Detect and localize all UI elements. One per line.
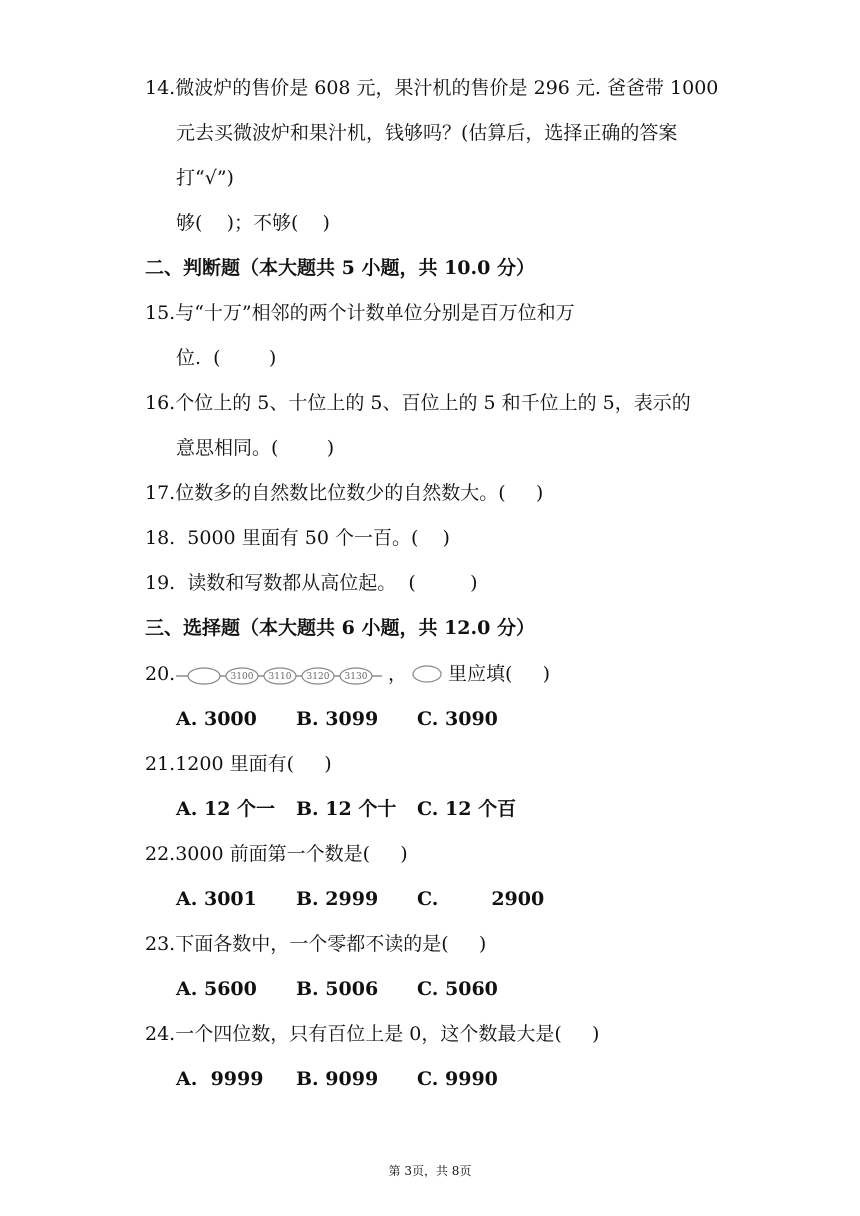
q23-option-c: C. 5060 <box>417 978 498 1000</box>
q20-tail: 里应填( ) <box>448 663 551 685</box>
seq-label-3130: 3130 <box>344 672 368 682</box>
q22-option-c: C. 2900 <box>417 888 545 910</box>
page-footer: 第 3页，共 8页 <box>388 1164 472 1178</box>
q20-option-b: B. 3099 <box>296 708 379 730</box>
section2-heading: 二、判断题（本大题共 5 小题，共 10.0 分） <box>145 257 535 279</box>
q22-stem: 22.3000 前面第一个数是( ) <box>145 843 408 865</box>
number-sequence-figure <box>176 664 386 688</box>
q21-option-b: B. 12 个十 <box>296 798 397 820</box>
blank-oval-icon <box>412 665 442 683</box>
q19: 19. 读数和写数都从高位起。 ( ) <box>145 572 478 594</box>
q23-stem: 23.下面各数中，一个零都不读的是( ) <box>145 933 487 955</box>
q20-option-c: C. 3090 <box>417 708 498 730</box>
q17: 17.位数多的自然数比位数少的自然数大。( ) <box>145 482 544 504</box>
q14-line3: 打“√”) <box>176 167 234 189</box>
q15-line1: 15.与“十万”相邻的两个计数单位分别是百万位和万 <box>145 302 575 324</box>
q16-line1: 16.个位上的 5、十位上的 5、百位上的 5 和千位上的 5，表示的 <box>145 392 691 414</box>
q22-option-a: A. 3001 <box>176 888 257 910</box>
q22-option-b: B. 2999 <box>296 888 379 910</box>
seq-label-3100: 3100 <box>230 672 254 682</box>
q18: 18. 5000 里面有 50 个一百。( ) <box>145 527 450 549</box>
q21-option-a: A. 12 个一 <box>176 798 276 820</box>
q14-line2: 元去买微波炉和果汁机，钱够吗？(估算后，选择正确的答案 <box>176 122 678 144</box>
q20-number: 20. <box>145 663 176 685</box>
q24-option-c: C. 9990 <box>417 1068 498 1090</box>
seq-blank-oval <box>188 668 220 684</box>
q23-option-a: A. 5600 <box>176 978 257 1000</box>
q24-stem: 24.一个四位数，只有百位上是 0，这个数最大是( ) <box>145 1023 600 1045</box>
q20-comma: ， <box>388 663 408 685</box>
seq-label-3110: 3110 <box>268 672 292 682</box>
q15-line2: 位. ( ) <box>176 347 277 369</box>
q21-stem: 21.1200 里面有( ) <box>145 753 332 775</box>
q14-answer-line: 够( )；不够( ) <box>176 212 330 234</box>
q14-line1: 14.微波炉的售价是 608 元，果汁机的售价是 296 元. 爸爸带 1000 <box>145 77 719 99</box>
q20-option-a: A. 3000 <box>176 708 257 730</box>
q16-line2: 意思相同。( ) <box>176 437 335 459</box>
q24-option-a: A. 9999 <box>176 1068 264 1090</box>
q24-option-b: B. 9099 <box>296 1068 379 1090</box>
seq-label-3120: 3120 <box>306 672 330 682</box>
section3-heading: 三、选择题（本大题共 6 小题，共 12.0 分） <box>145 617 535 639</box>
q21-option-c: C. 12 个百 <box>417 798 517 820</box>
q23-option-b: B. 5006 <box>296 978 379 1000</box>
